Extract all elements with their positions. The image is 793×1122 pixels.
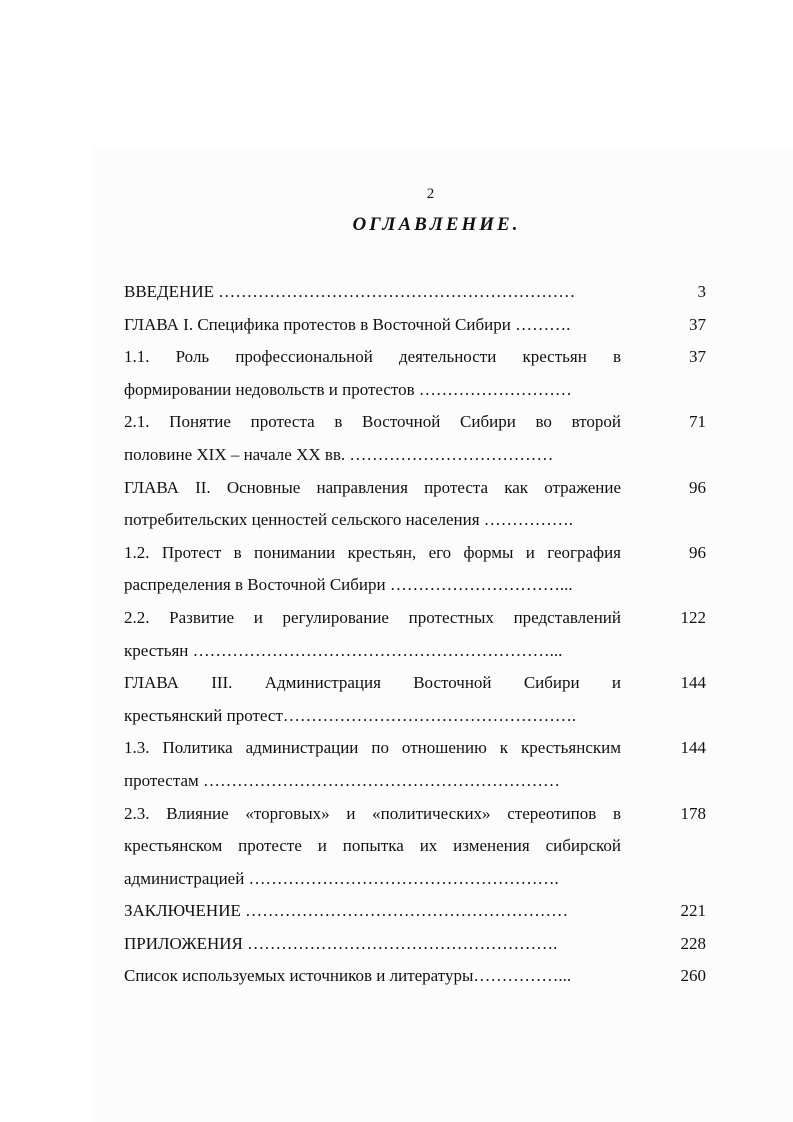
toc-entry-section-2-2[interactable] <box>124 602 706 667</box>
toc-entry-section-2-3[interactable] <box>124 798 706 896</box>
toc-entry-page: 178 <box>680 803 706 823</box>
page-number: 2 <box>426 186 435 202</box>
toc-entry-introduction[interactable] <box>124 276 706 309</box>
toc-entry-chapter-1[interactable] <box>124 309 706 342</box>
toc-entry-title-cont: крестьянском протесте и попытка их изменения сибирской <box>124 836 621 856</box>
toc-entry-title: 2.3. Влияние «торговых» и «политических» стереотипов в <box>124 803 621 823</box>
toc-entry-bibliography[interactable] <box>124 960 706 993</box>
table-of-contents <box>124 276 706 993</box>
toc-entry-section-2-1[interactable] <box>124 406 706 471</box>
toc-entry-page: 37 <box>689 314 706 334</box>
toc-entry-title-cont: формировании недовольств и протестов ……………………… <box>124 379 572 399</box>
toc-entry-chapter-2[interactable] <box>124 472 706 537</box>
toc-entry-title: ГЛАВА I. Специфика протестов в Восточной Сибири ………. <box>124 314 571 334</box>
toc-entry-page: 221 <box>680 901 706 921</box>
toc-entry-page: 144 <box>680 673 706 693</box>
toc-entry-title: ГЛАВА III. Администрация Восточной Сибири и <box>124 673 621 693</box>
toc-entry-page: 3 <box>697 282 706 301</box>
toc-entry-title-cont: крестьянский протест……………………………………………. <box>124 705 577 725</box>
toc-entry-section-1-2[interactable] <box>124 537 706 602</box>
toc-entry-page: 122 <box>680 607 706 627</box>
toc-entry-title: 1.2. Протест в понимании крестьян, его формы и география <box>124 542 621 562</box>
toc-entry-chapter-3[interactable] <box>124 667 706 732</box>
toc-entry-title-cont: крестьян ………………………………………………………... <box>124 640 563 660</box>
toc-heading: ОГЛАВЛЕНИЕ. <box>352 214 521 235</box>
toc-entry-section-1-1[interactable] <box>124 341 706 406</box>
toc-entry-conclusion[interactable] <box>124 895 706 928</box>
toc-entry-title-cont: потребительских ценностей сельского населения ……………. <box>124 510 574 530</box>
toc-entry-title-cont: администрацией ………………………………………………. <box>124 868 559 888</box>
toc-entry-page: 37 <box>689 347 706 367</box>
toc-entry-title: 2.1. Понятие протеста в Восточной Сибири во второй <box>124 412 621 432</box>
toc-entry-title: ВВЕДЕНИЕ ……………………………………………………… <box>124 282 576 301</box>
toc-entry-page: 228 <box>680 933 706 953</box>
toc-entry-title: ПРИЛОЖЕНИЯ ………………………………………………. <box>124 933 558 953</box>
toc-entry-page: 96 <box>689 477 706 497</box>
toc-entry-page: 260 <box>680 966 706 986</box>
toc-entry-title: ЗАКЛЮЧЕНИЕ ………………………………………………… <box>124 901 569 921</box>
toc-entry-section-1-3[interactable] <box>124 732 706 797</box>
toc-entry-appendices[interactable] <box>124 928 706 961</box>
toc-entry-title: ГЛАВА II. Основные направления протеста как отражение <box>124 477 621 497</box>
toc-entry-title-cont: распределения в Восточной Сибири …………………………... <box>124 575 573 595</box>
toc-entry-title: Список используемых источников и литературы……………... <box>124 966 572 986</box>
toc-entry-title-cont: протестам ……………………………………………………… <box>124 770 561 790</box>
toc-entry-title: 1.1. Роль профессиональной деятельности крестьян в <box>124 347 621 367</box>
toc-entry-title-cont: половине XIX – начале XX вв. ……………………………… <box>124 444 554 464</box>
toc-entry-title: 2.2. Развитие и регулирование протестных представлений <box>124 607 621 627</box>
toc-entry-page: 96 <box>689 542 706 562</box>
toc-entry-page: 71 <box>689 412 706 432</box>
toc-entry-title: 1.3. Политика администрации по отношению к крестьянским <box>124 738 621 758</box>
toc-entry-page: 144 <box>680 738 706 758</box>
